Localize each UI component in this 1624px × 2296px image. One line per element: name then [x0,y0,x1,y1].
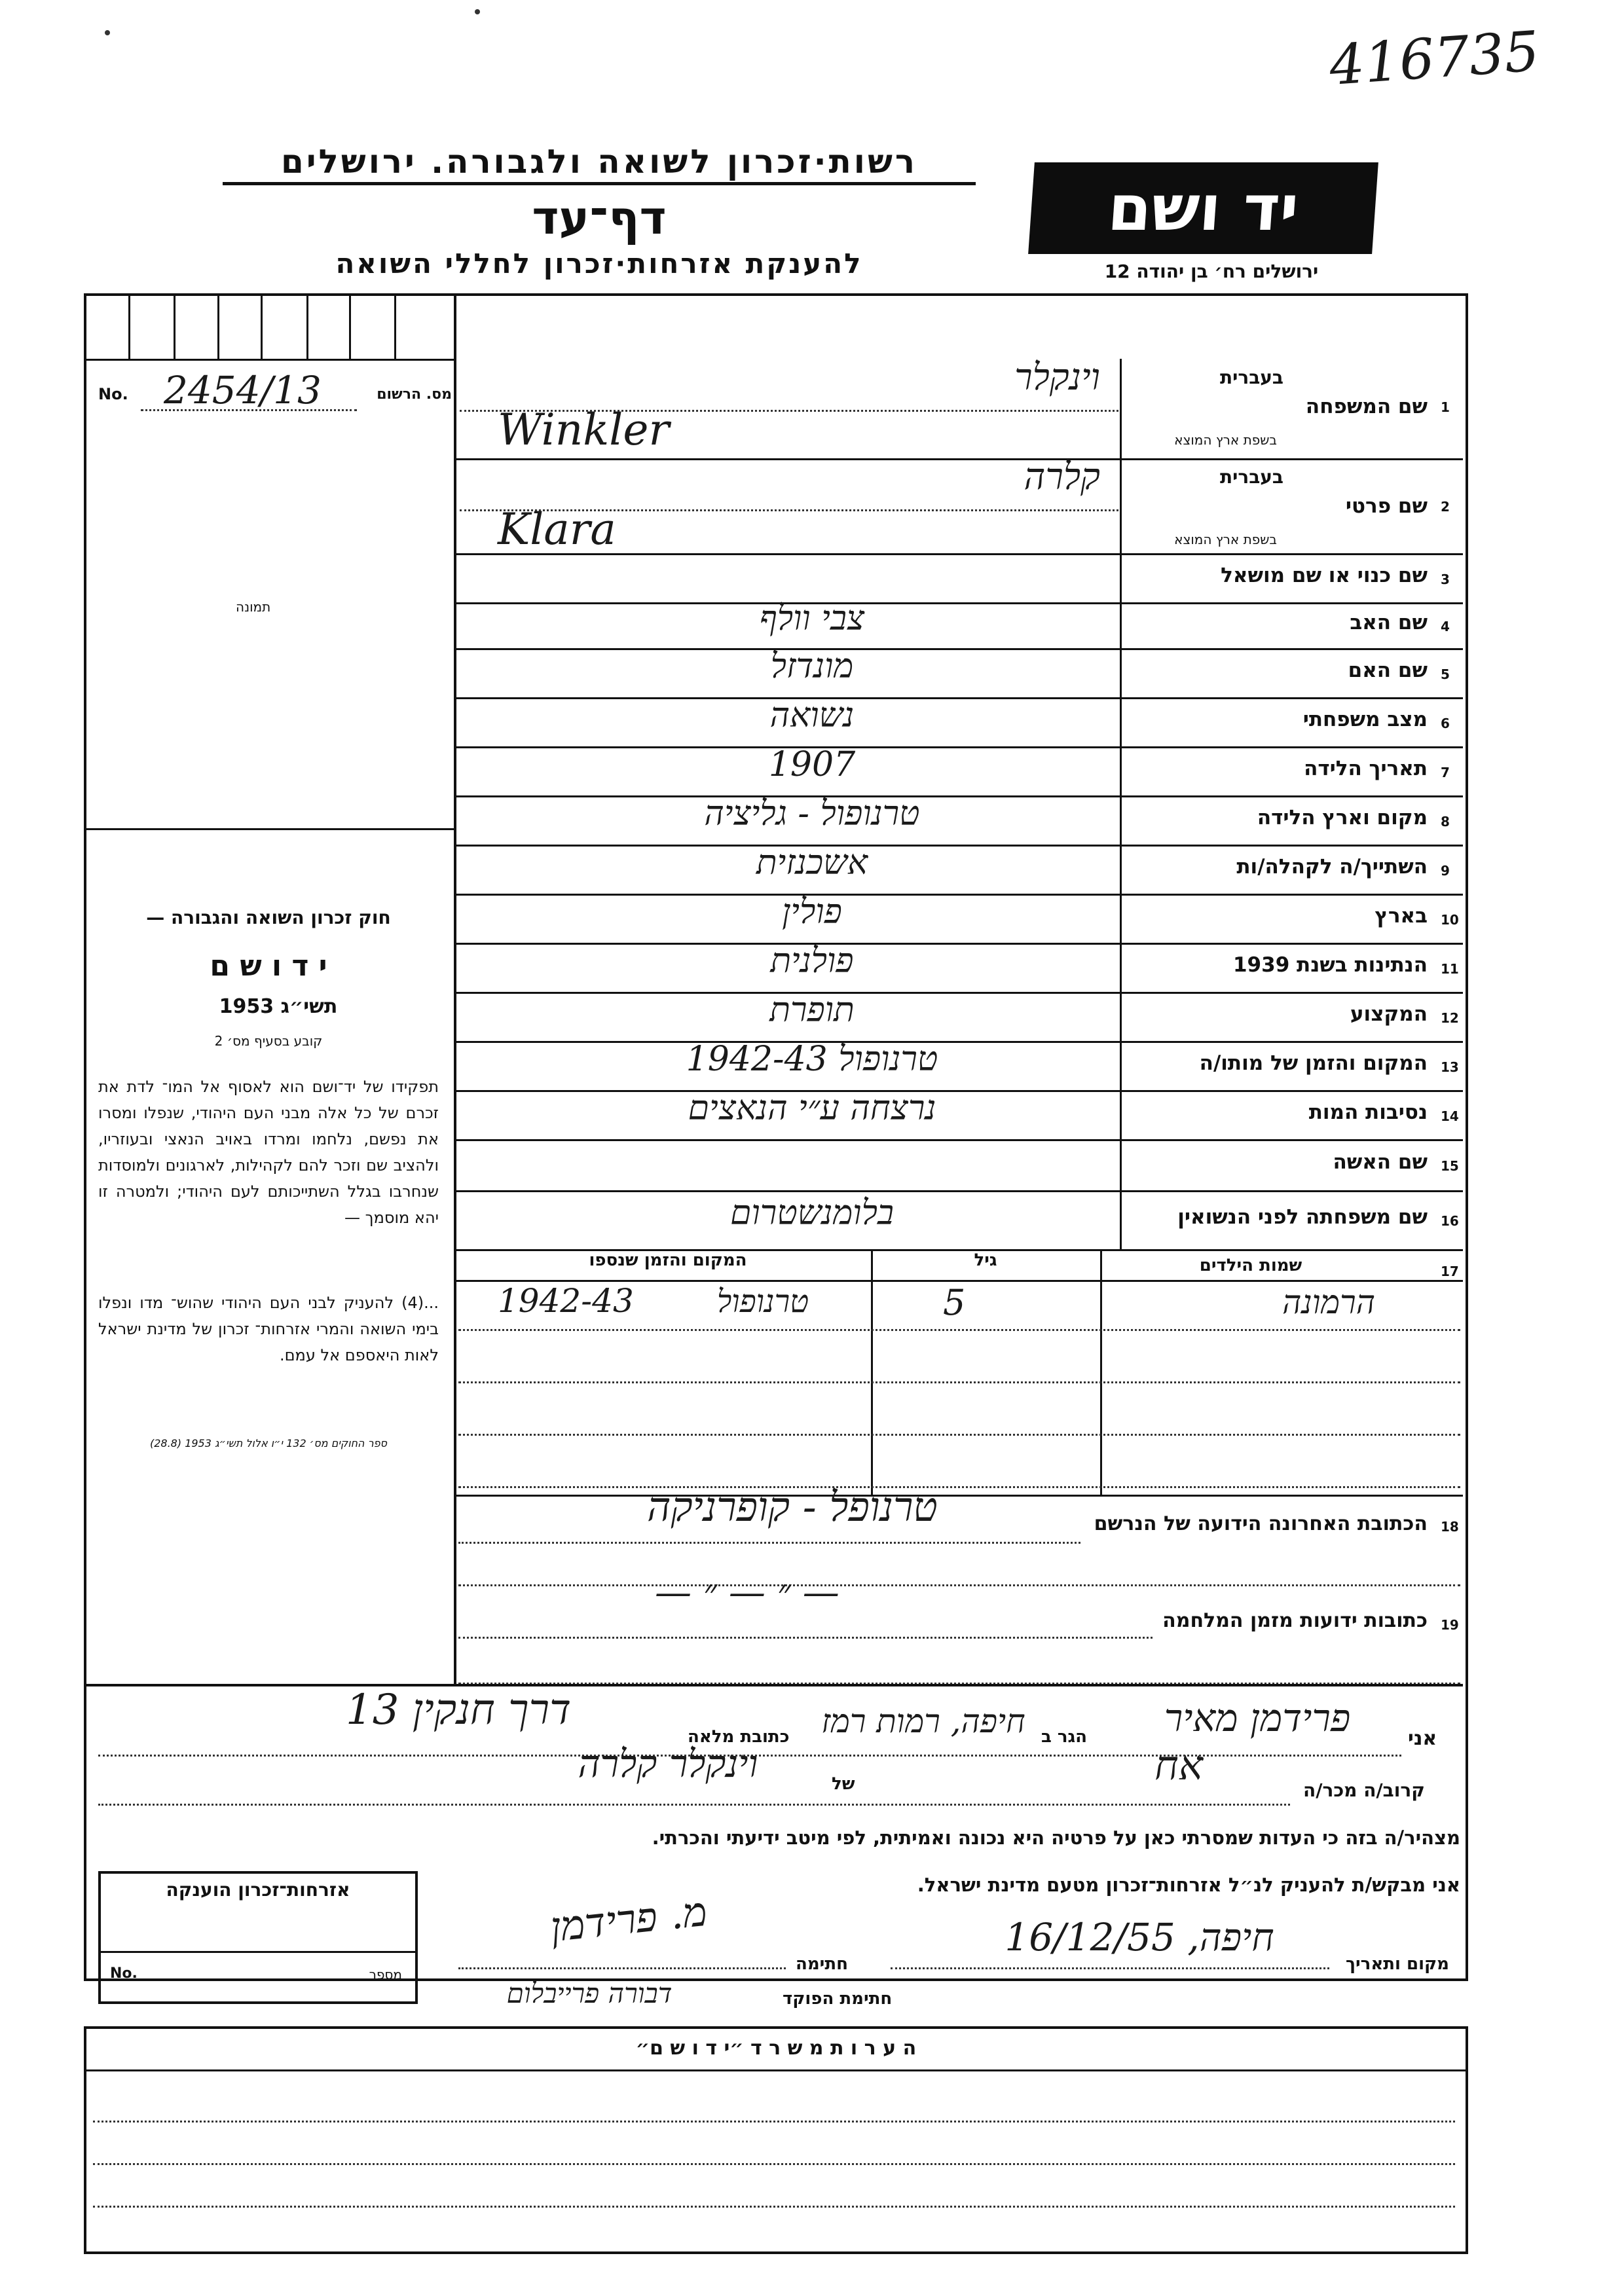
tick-divider [394,295,396,360]
law-year [98,995,439,1018]
field-label-4: שם האב [1350,611,1428,634]
form-title: דף־עד [532,191,667,245]
officer-label: חתימת הפוקד [783,1989,893,2009]
children-row-line [458,1329,1460,1331]
field-value-6: נשואה [769,695,855,735]
registration-prefix: No. [98,385,128,403]
place-date-label: מקום ותאריך [1346,1954,1449,1974]
registration-field [98,368,452,412]
punch-mark [105,30,110,35]
law-clause: קובע בסעיף מס׳ 2 [214,1033,323,1049]
award-box [98,1871,418,2004]
award-number-label: מספר [369,1967,402,1982]
tick-divider [174,295,175,360]
declaration-statement-2: אני מבקש/ת להעניק לנ״ל אזרחות־זכרון מטעם מדינת ישראל. [917,1874,1460,1896]
field-label-2: שם פרטי [1345,494,1428,518]
registration-underline [141,409,357,411]
law-name: י ד ו ש ם [210,949,327,983]
field-value-12: תופרת [769,990,855,1030]
law-footnote: ספר החוקים מס׳ 132 י״ו אלול תשי״ג 1953 (28.8) [149,1437,387,1449]
field-value-hebrew-1: וינקלר [1014,356,1100,399]
field-value-7: 1907 [768,744,856,784]
field-label-3: שם כנוי או שם מושאל [1221,563,1428,587]
field-number-18: 18 [1441,1519,1459,1535]
of-label: של [832,1774,855,1794]
children-col-divider [1100,1249,1102,1495]
tick-divider [349,295,351,360]
declarant-address: דרך חנקין 13 [345,1686,572,1734]
archive-number: 416735 [1327,18,1541,98]
field-value-10: פולין [782,892,842,932]
child-name: הרמונה [1282,1283,1375,1321]
field-number-5: 5 [1441,666,1450,682]
header-address: ירושלים רח׳ בן יהודה 12 [1104,261,1319,282]
field-number-10: 10 [1441,911,1459,928]
field-number-6: 6 [1441,715,1450,731]
field-value-origin-2: Klara [498,504,616,555]
field-origin-label-1: בשפת ארץ המוצא [1174,432,1277,448]
field-number-19: 19 [1441,1617,1459,1633]
field-number-7: 7 [1441,764,1450,780]
place-date-value: חיפה, 16/12/55 [1005,1915,1274,1959]
full-address-label: כתובת מלאה [688,1727,790,1747]
children-row-line [458,1434,1460,1436]
field-19-value: — ״ — ״ — [655,1571,840,1614]
photo-label: תמונה [236,599,271,615]
field-number-15: 15 [1441,1158,1459,1174]
signature-line [458,1967,786,1969]
top-row-bottom [84,359,454,361]
award-number-prefix: No. [110,1965,138,1982]
declarant-city: חיפה, רמות רמז [821,1702,1025,1740]
relation-value: אח [1154,1741,1203,1789]
field-number-2: 2 [1441,499,1450,515]
punch-mark [475,9,480,14]
tick-divider [306,295,308,360]
registration-number: 2454/13 [164,368,322,412]
field-hebrew-label-1: בעברית [1219,367,1283,388]
field-origin-label-2: בשפת ארץ המוצא [1174,532,1277,547]
officer-signature: דבורה פרייבלום [506,1977,673,2009]
yad-vashem-logo [1028,162,1378,254]
declaration-ani: אני [1408,1727,1437,1750]
field-number-11: 11 [1441,960,1459,977]
field-value-8: טרנופול - גליציה [704,793,920,833]
field-number-9: 9 [1441,862,1450,879]
law-text-2: ...(4) להעניק לבני העם היהודי שהוש־ מדו ונפלו בימי השואה והמרי אזרחות־ זכרון של מדינת ישראל לאות היאספם אל עמם. [98,1294,439,1364]
field-number-12: 12 [1441,1010,1459,1026]
declarant-signature: מ. פרידמן [547,1887,710,1952]
children-age-header: גיל [974,1250,997,1270]
left-column-divider [454,293,456,1684]
declaration-statement-1: מצהיר/ה בזה כי העדות שמסרתי כאן על פרטיה היא נכונה ואמיתית, לפי מיטב ידיעתי והכרתי. [652,1827,1460,1849]
field-value-9: אשכנזית [756,843,868,883]
field-value-5: מונדזל [770,646,854,686]
award-box-title: אזרחות־זכרון הוענקה [166,1879,350,1901]
field-label-15: שם האשה [1333,1150,1428,1174]
office-notes-box [84,2026,1468,2254]
children-row-line [458,1381,1460,1383]
logo-text: יד ושם [1105,172,1301,245]
registration-label: מס. הרשום [377,386,452,403]
relative-of-value: וינקלר קלרה [578,1741,758,1786]
field-hebrew-label-2: בעברית [1219,466,1283,488]
place-date-line [891,1967,1329,1969]
children-col-divider [871,1249,873,1495]
children-place-header: המקום והזמן שנספו [589,1250,747,1270]
field-label-11: הנתינות בשנת 1939 [1232,953,1428,977]
tick-divider [261,295,263,360]
law-year-hebrew: תשי״ג [280,995,338,1018]
field-19-line [458,1637,1153,1639]
field-number-14: 14 [1441,1108,1459,1124]
label-column-divider [1120,359,1122,1249]
child-age: 5 [943,1282,966,1323]
tick-divider [128,295,130,360]
child-place: טרנופול [716,1283,809,1320]
declaration-line-2 [98,1804,1290,1806]
field-label-10: בארץ [1375,903,1428,928]
field-number-4: 4 [1441,619,1450,634]
signature-label: חתימה [796,1954,848,1974]
field-label-6: מצב משפחתי [1302,707,1428,731]
law-text-1: תפקידו של יד־ושם הוא לאסוף אל המו־ לדת את זכרם של כל אלה מבני העם היהודי, שנפלו ומסרו את נפשם, נלחמו ומרדו באויב הנאצי ובעוזריו, ולהציב שם וזכר להם לקהילות, לארגונים ולמוסדות שנחרבו בגלל השתייכותם לעם היהודי; ולמטרה זו יהא מוסמך — [98,1078,439,1227]
field-18-line [458,1542,1080,1544]
child-time: 1942-43 [498,1282,634,1320]
field-value-11: פולנית [770,941,854,981]
field-label-1: שם המשפחה [1305,395,1428,418]
field-value-4: צבי וולף [759,599,865,638]
field-label-9: השתייך/ה לקהלה/ות [1236,854,1428,879]
law-year-number: 1953 [219,995,274,1018]
office-notes-title: ה ע ר ו ת מ ש ר ד ״י ד ו ש ם״ [635,2037,917,2060]
field-number-17: 17 [1441,1264,1459,1279]
field-number-8: 8 [1441,813,1450,829]
lives-in-label: הגר ב [1041,1727,1088,1747]
field-18-label: הכתובת האחרונה הידועה של הנרשם [1094,1512,1428,1535]
field-18-line2 [458,1584,1460,1586]
field-value-origin-1: Winkler [498,405,670,455]
law-box-top [84,828,454,830]
field-row-line [456,1190,1463,1192]
field-label-8: מקום וארץ הלידה [1257,805,1428,829]
field-19-label: כתובות ידועות מזמן המלחמה [1162,1609,1428,1632]
relative-label: קרוב/ה מכר/ה [1303,1779,1425,1801]
field-value-13: טרנופול 1942-43 [686,1039,938,1079]
authority-name: רשות·זכרון לשואה ולגבורה. ירושלים [223,143,976,185]
tick-divider [217,295,219,360]
field-value-hebrew-2: קלרה [1024,456,1100,498]
field-label-14: נסיבות המות [1308,1100,1428,1124]
field-number-3: 3 [1441,571,1450,587]
field-row-line [456,1139,1463,1141]
field-number-1: 1 [1441,399,1450,415]
field-label-7: תאריך הלידה [1304,756,1428,780]
field-label-5: שם האם [1348,658,1428,682]
declarant-name: פרידמן מאיר [1164,1696,1351,1740]
field-number-16: 16 [1441,1213,1459,1229]
field-number-13: 13 [1441,1059,1459,1075]
field-label-16: שם משפחתה לפני הנשואין [1177,1205,1428,1229]
field-18-value: טרנופל - קופרניקה [647,1483,938,1531]
form-subtitle: להענקת אזרחות·זכרון לחללי השואה [335,247,863,280]
field-label-12: המקצוע [1350,1002,1428,1026]
children-names-header: שמות הילדים [1199,1256,1302,1275]
field-label-13: המקום והזמן של מותו/ה [1199,1051,1428,1075]
field-value-14: נרצחה ע״י הנאצים [688,1088,936,1128]
law-title: חוק זכרון השואה והגבורה — [146,907,391,928]
field-value-16: בלומנשטרום [730,1194,894,1233]
